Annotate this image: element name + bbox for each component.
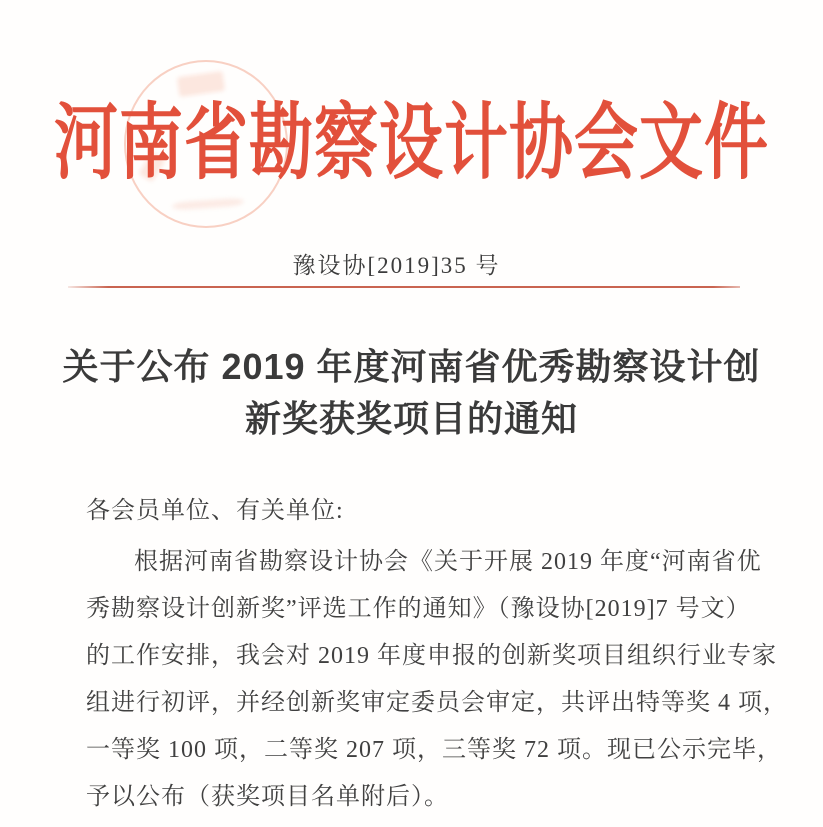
paragraph-line: 根据河南省勘察设计协会《关于开展 2019 年度“河南省优	[134, 549, 762, 575]
paragraph-line: 组进行初评，并经创新奖审定委员会审定，共评出特等奖 4 项，	[86, 690, 788, 716]
paragraph-line: 的工作安排，我会对 2019 年度申报的创新奖项目组织行业专家	[86, 643, 777, 669]
red-divider-line	[68, 286, 740, 288]
notice-title-line-1: 关于公布 2019 年度河南省优秀勘察设计创	[62, 346, 761, 387]
seal-glyph-fragment	[172, 197, 244, 210]
paragraph-line: 一等奖 100 项，二等奖 207 项，三等奖 72 项。现已公示完毕，	[86, 737, 782, 763]
paragraph-line: 予以公布（获奖项目名单附后）。	[86, 784, 449, 810]
document-number: 豫设协[2019]35 号	[292, 253, 501, 278]
salutation: 各会员单位、有关单位:	[86, 498, 344, 524]
letterhead-title: 河南省勘察设计协会文件	[54, 96, 769, 190]
notice-title	[0, 341, 823, 445]
notice-title-line-2: 新奖获奖项目的通知	[244, 398, 578, 439]
notice-body	[86, 487, 788, 821]
paragraph	[86, 539, 788, 821]
paragraph-line: 秀勘察设计创新奖”评选工作的通知》（豫设协[2019]7 号文）	[86, 596, 751, 622]
